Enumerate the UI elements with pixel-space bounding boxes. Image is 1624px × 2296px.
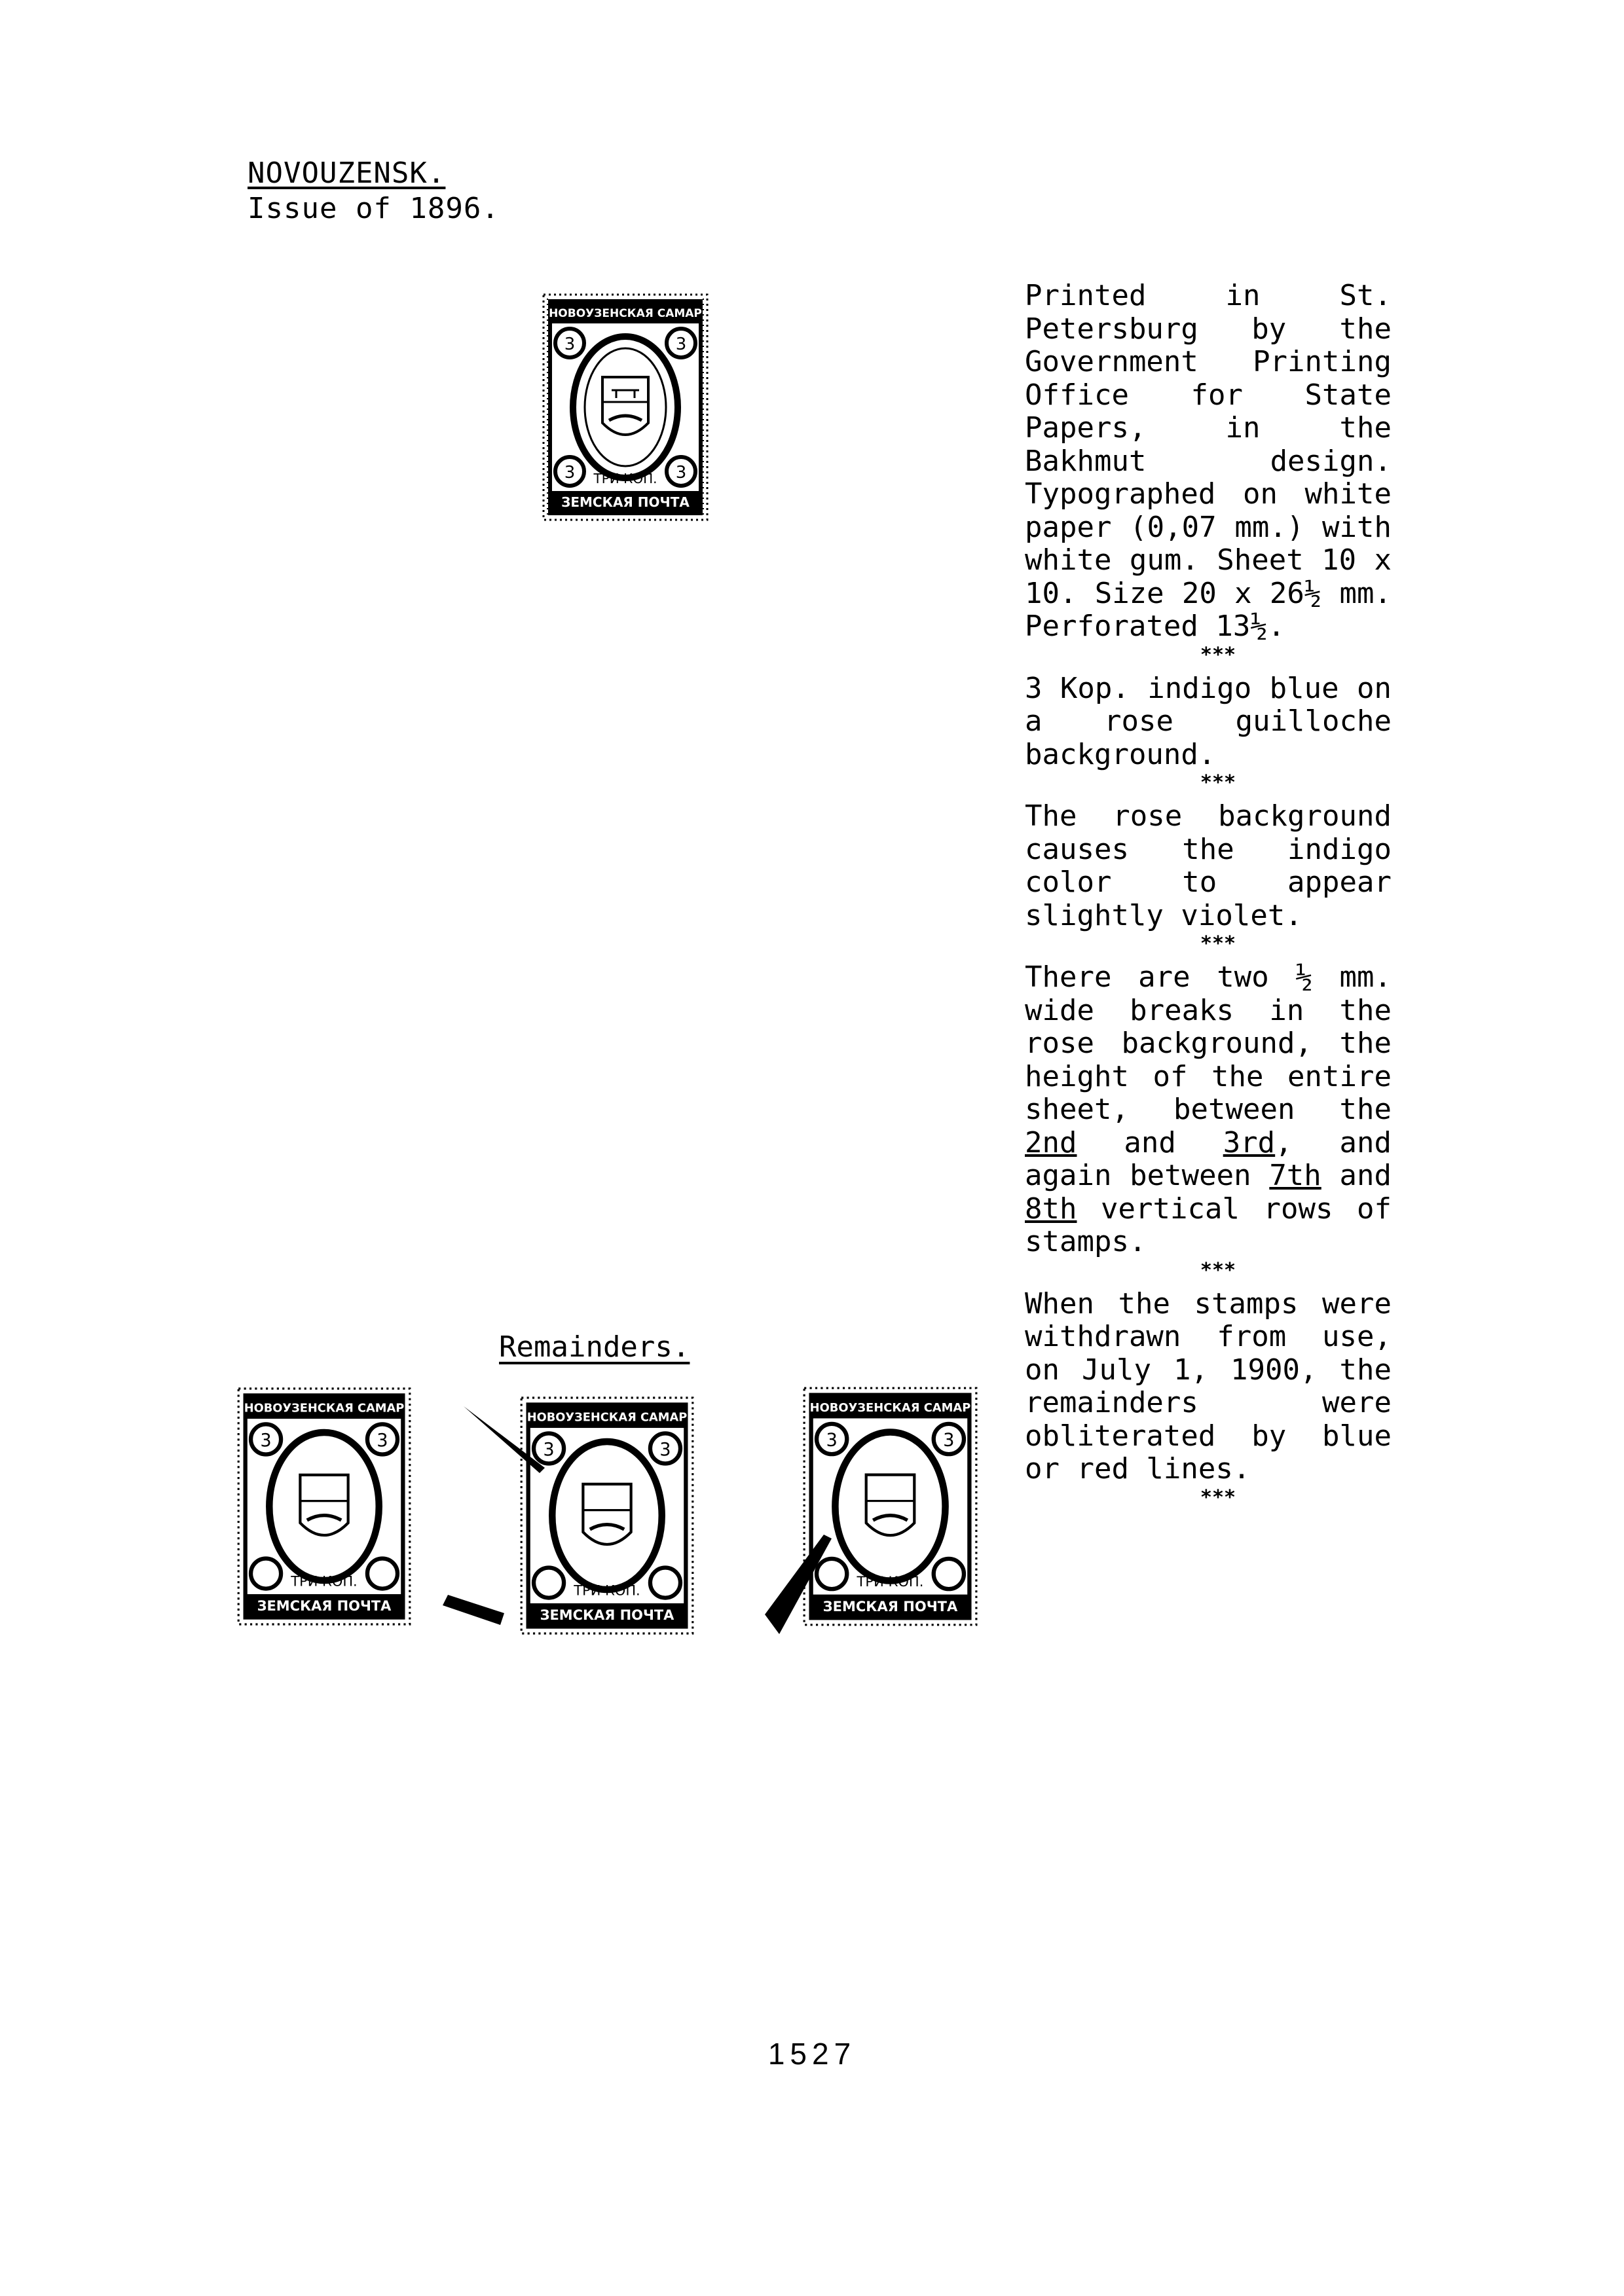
stamp-top-text: НОВОУЗЕНСКАЯ САМАР bbox=[549, 307, 702, 320]
breaks-text: vertical rows of stamps. bbox=[1025, 1192, 1392, 1258]
stamp-bottom-text: ЗЕМСКАЯ ПОЧТА bbox=[257, 1598, 392, 1614]
stamp-value-text: ТРИ КОП. bbox=[574, 1582, 640, 1599]
breaks-paragraph bbox=[1025, 961, 1392, 1259]
separator-stars: *** bbox=[1200, 771, 1236, 794]
breaks-7th: 7th bbox=[1269, 1159, 1321, 1192]
page-title: NOVOUZENSK. bbox=[248, 156, 446, 190]
stamp-numeral: 3 bbox=[543, 1439, 555, 1460]
stamp-bottom-text: ЗЕМСКАЯ ПОЧТА bbox=[540, 1607, 674, 1624]
stamp-numeral: 3 bbox=[675, 335, 687, 354]
stamp-numeral: 3 bbox=[377, 1430, 388, 1451]
breaks-text: and bbox=[1321, 1159, 1392, 1192]
breaks-3rd: 3rd bbox=[1223, 1125, 1276, 1159]
separator-stars: *** bbox=[1200, 643, 1236, 666]
stamp-value-text: ТРИ КОП. bbox=[593, 471, 657, 486]
breaks-text: , and again between bbox=[1025, 1125, 1392, 1192]
obliteration-pointer-right bbox=[753, 1525, 845, 1643]
stamp-numeral: 3 bbox=[564, 335, 576, 354]
remainders-label: Remainders. bbox=[499, 1330, 690, 1364]
breaks-text: and bbox=[1077, 1125, 1223, 1159]
background-paragraph: The rose background causes the indigo color to appear slightly violet. bbox=[1025, 799, 1392, 932]
stamp-bottom-text: ЗЕМСКАЯ ПОЧТА bbox=[561, 494, 690, 510]
stamp-image-remainder-1 bbox=[236, 1385, 413, 1628]
stamp-bottom-text: ЗЕМСКАЯ ПОЧТА bbox=[822, 1597, 958, 1614]
stamp-value-text: ТРИ КОП. bbox=[291, 1573, 358, 1590]
breaks-8th: 8th bbox=[1025, 1192, 1077, 1226]
page-heading bbox=[248, 156, 500, 227]
remainders-paragraph: When the stamps were withdrawn from use, on July 1, 1900, the remainders were obliterated by blue or red lines. bbox=[1025, 1286, 1392, 1485]
separator-stars: *** bbox=[1200, 932, 1236, 955]
breaks-text: There are two ½ mm. wide breaks in the rose background, the height of the entire sheet, between the bbox=[1025, 960, 1392, 1126]
stamp-numeral: 3 bbox=[943, 1430, 955, 1451]
stamp-top-text: НОВОУЗЕНСКАЯ САМАР bbox=[526, 1410, 688, 1425]
description-column bbox=[1025, 280, 1392, 1515]
separator-stars: *** bbox=[1200, 1485, 1236, 1509]
stamp-value-text: ТРИ КОП. bbox=[857, 1573, 924, 1590]
stamp-numeral: 3 bbox=[675, 463, 687, 483]
stamp-numeral: 3 bbox=[659, 1439, 671, 1460]
stamp-top-text: НОВОУЗЕНСКАЯ САМАР bbox=[244, 1401, 405, 1415]
color-paragraph: 3 Kop. indigo blue on a rose guilloche background. bbox=[1025, 671, 1392, 771]
stamp-top-text: НОВОУЗЕНСКАЯ САМАР bbox=[809, 1400, 971, 1415]
stamp-numeral: 3 bbox=[564, 463, 576, 483]
separator-stars: *** bbox=[1200, 1258, 1236, 1282]
printing-paragraph: Printed in St. Petersburg by the Government Printing Office for State Papers, in the Bakhmut design. Typographed on white paper (0,07 mm.) with white gum. Sheet 10 x 10. Size 20 x 26½ mm. Perforated 13½. bbox=[1025, 279, 1392, 643]
page-subtitle: Issue of 1896. bbox=[248, 192, 500, 225]
breaks-2nd: 2nd bbox=[1025, 1125, 1077, 1159]
stamp-image-main bbox=[541, 292, 710, 522]
stamp-numeral: 3 bbox=[826, 1430, 838, 1451]
page-number: 1527 bbox=[767, 2037, 857, 2071]
obliteration-pointers-left bbox=[393, 1394, 589, 1643]
stamp-numeral: 3 bbox=[260, 1430, 272, 1451]
